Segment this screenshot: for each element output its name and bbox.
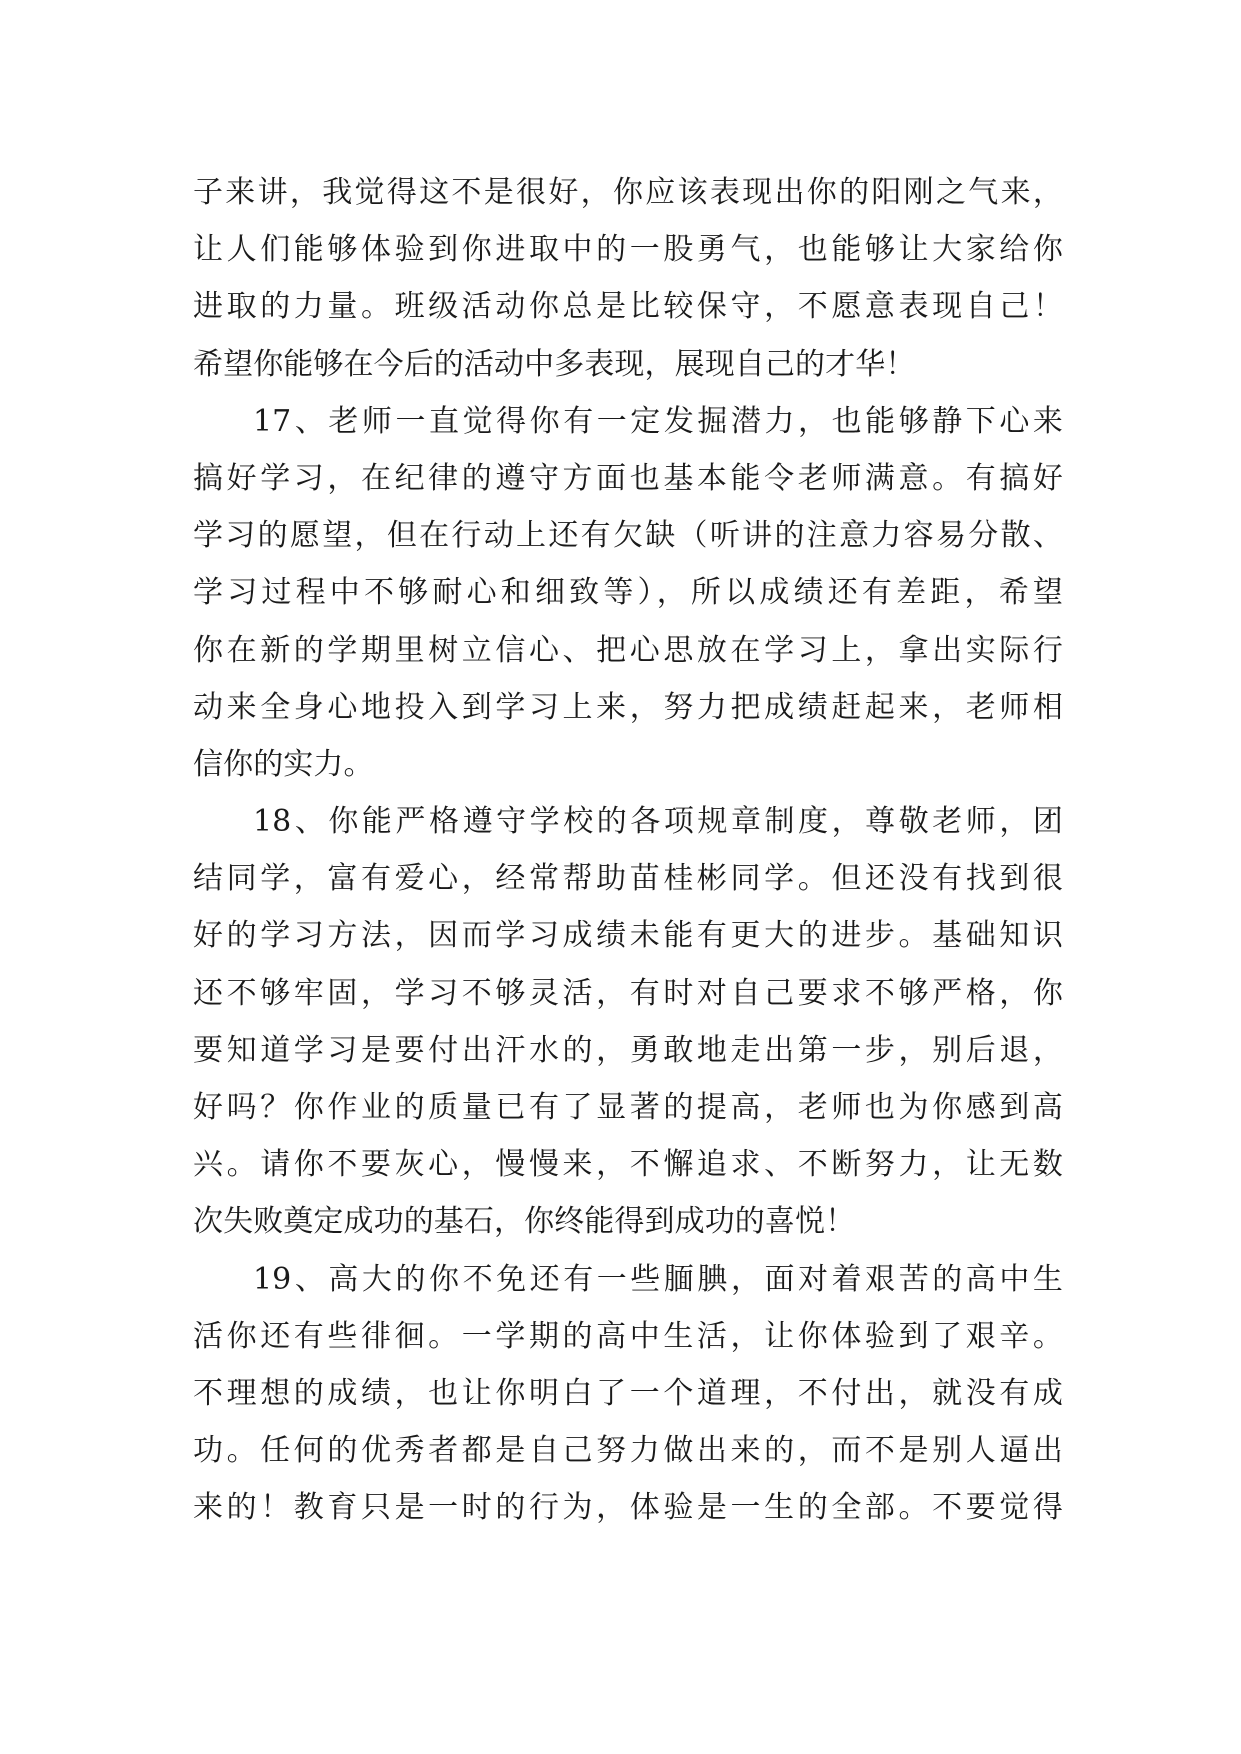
text-line: 活你还有些徘徊。一学期的高中生活，让你体验到了艰辛。	[193, 1318, 1063, 1354]
paragraph-17-start: 17、老师一直觉得你有一定发掘潜力，也能够静下心来	[253, 403, 1063, 439]
text-line: 好吗？你作业的质量已有了显著的提高，老师也为你感到高	[193, 1090, 1063, 1125]
text-line: 来的！教育只是一时的行为，体验是一生的全部。不要觉得	[193, 1490, 1063, 1526]
text-line: 动来全身心地投入到学习上来，努力把成绩赶起来，老师相	[193, 689, 1063, 725]
text-line: 不理想的成绩，也让你明白了一个道理，不付出，就没有成	[193, 1375, 1063, 1411]
text-line: 子来讲，我觉得这不是很好，你应该表现出你的阳刚之气来，	[193, 175, 1063, 210]
text-line: 学习的愿望，但在行动上还有欠缺（听讲的注意力容易分散、	[193, 518, 1063, 554]
text-line: 要知道学习是要付出汗水的，勇敢地走出第一步，别后退，	[193, 1032, 1063, 1068]
text-line: 让人们能够体验到你进取中的一股勇气，也能够让大家给你	[193, 232, 1063, 268]
text-line: 学习过程中不够耐心和细致等），所以成绩还有差距，希望	[193, 575, 1063, 611]
paragraph-18-start: 18、你能严格遵守学校的各项规章制度，尊敬老师，团	[253, 804, 1063, 840]
text-line: 进取的力量。班级活动你总是比较保守，不愿意表现自己！	[193, 289, 1063, 325]
text-line: 兴。请你不要灰心，慢慢来，不懈追求、不断努力，让无数	[193, 1147, 1063, 1183]
text-line: 搞好学习，在纪律的遵守方面也基本能令老师满意。有搞好	[193, 460, 1063, 496]
text-line: 信你的实力。	[193, 746, 374, 782]
body-text	[193, 164, 1063, 1537]
text-line: 功。任何的优秀者都是自己努力做出来的，而不是别人逼出	[193, 1433, 1063, 1469]
text-line: 结同学，富有爱心，经常帮助苗桂彬同学。但还没有找到很	[193, 861, 1063, 897]
text-line: 好的学习方法，因而学习成绩未能有更大的进步。基础知识	[193, 918, 1063, 954]
text-line: 次失败奠定成功的基石，你终能得到成功的喜悦！	[193, 1204, 856, 1240]
text-line: 还不够牢固，学习不够灵活，有时对自己要求不够严格，你	[193, 975, 1063, 1011]
paragraph-19-start: 19、高大的你不免还有一些腼腆，面对着艰苦的高中生	[253, 1261, 1063, 1297]
text-line: 你在新的学期里树立信心、把心思放在学习上，拿出实际行	[193, 632, 1063, 668]
text-line: 希望你能够在今后的活动中多表现，展现自己的才华！	[193, 346, 916, 382]
